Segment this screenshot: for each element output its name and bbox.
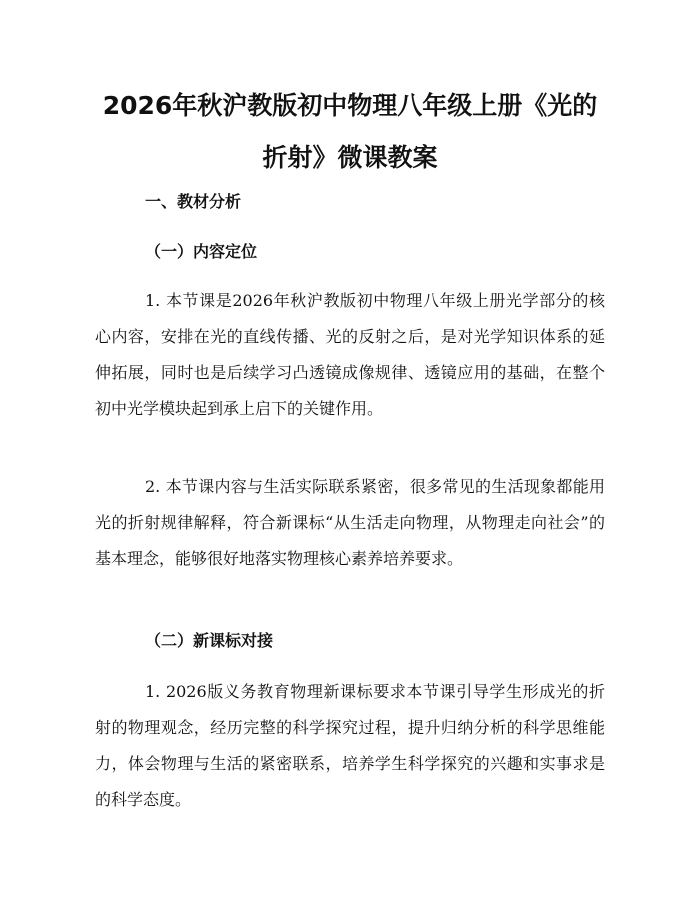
subsection-heading-content-positioning: （一）内容定位 — [145, 242, 258, 261]
paragraph-content-positioning-1: 1. 本节课是2026年秋沪教版初中物理八年级上册光学部分的核心内容，安排在光的直线传播、光的反射之后，是对光学知识体系的延伸拓展，同时也是后续学习凸透镜成像规律、透镜应用的基础，在整个初中光学模块起到承上启下的关键作用。 — [95, 291, 605, 418]
subsection-heading-curriculum-standard: （二）新课标对接 — [145, 631, 274, 650]
document-title-line-1: 2026年秋沪教版初中物理八年级上册《光的 — [102, 91, 598, 120]
paragraph-content-positioning-2: 2. 本节课内容与生活实际联系紧密，很多常见的生活现象都能用光的折射规律解释，符合新课标“从生活走向物理，从物理走向社会”的基本理念，能够很好地落实物理核心素养培养要求。 — [95, 477, 605, 568]
paragraph-curriculum-standard-1: 1. 2026版义务教育物理新课标要求本节课引导学生形成光的折射的物理观念，经历完整的科学探究过程，提升归纳分析的科学思维能力，体会物理与生活的紧密联系，培养学生科学探究的兴趣和实事求是的科学态度。 — [95, 682, 605, 809]
section-heading-teaching-material-analysis: 一、教材分析 — [145, 192, 242, 211]
document-title-line-2: 折射》微课教案 — [262, 143, 438, 172]
